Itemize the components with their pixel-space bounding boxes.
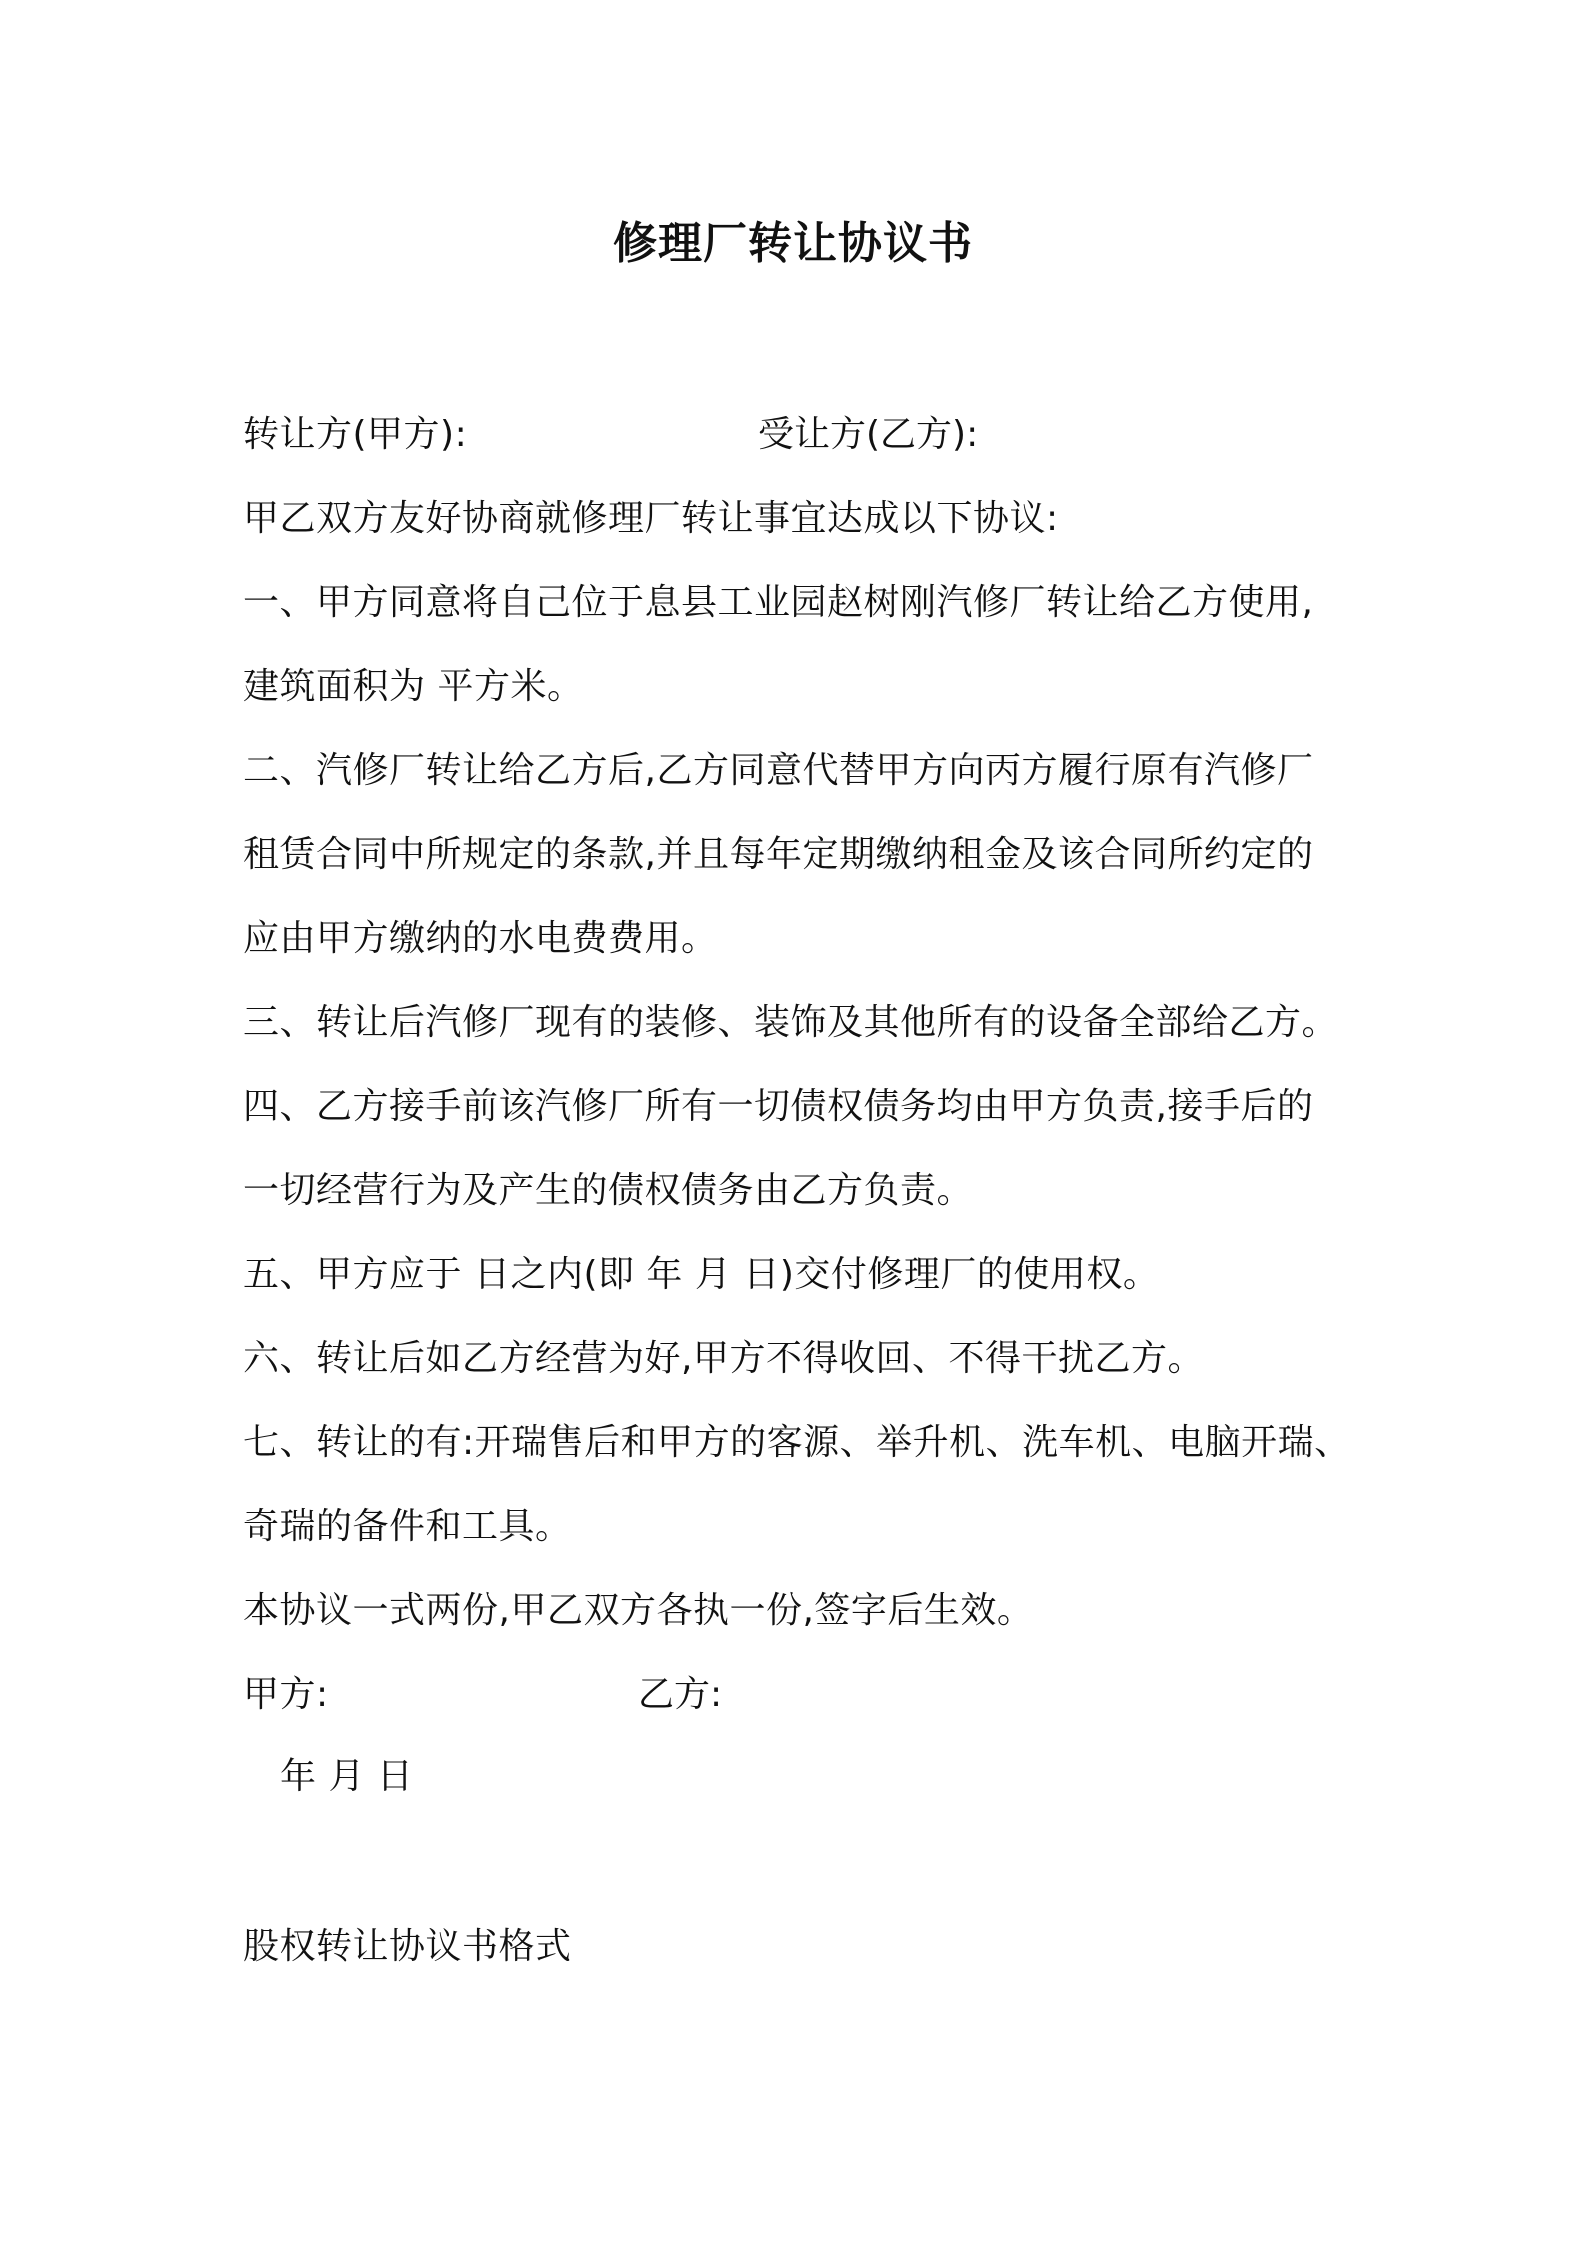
footer-heading: 股权转让协议书格式: [243, 1926, 572, 1967]
clause-line: 二、汽修厂转让给乙方后,乙方同意代替甲方向丙方履行原有汽修厂: [243, 750, 1314, 791]
intro-paragraph: 甲乙双方友好协商就修理厂转让事宜达成以下协议:: [243, 498, 1059, 539]
clause-line: 四、乙方接手前该汽修厂所有一切债权债务均由甲方负责,接手后的: [243, 1086, 1314, 1127]
closing-paragraph: 本协议一式两份,甲乙双方各执一份,签字后生效。: [243, 1590, 1034, 1631]
clause-line: 六、转让后如乙方经营为好,甲方不得收回、不得干扰乙方。: [243, 1338, 1204, 1379]
clause-line: 五、甲方应于 日之内(即 年 月 日)交付修理厂的使用权。: [243, 1254, 1160, 1295]
clause-line: 应由甲方缴纳的水电费费用。: [243, 918, 718, 959]
document-title: 修理厂转让协议书: [613, 218, 973, 269]
clause-line: 租赁合同中所规定的条款,并且每年定期缴纳租金及该合同所约定的: [243, 834, 1314, 875]
party-a-signature-label: 甲方:: [243, 1674, 329, 1715]
clause-line: 奇瑞的备件和工具。: [243, 1506, 572, 1547]
transferee-label: 受让方(乙方):: [758, 414, 979, 455]
clause-line: 三、转让后汽修厂现有的装修、装饰及其他所有的设备全部给乙方。: [243, 1002, 1339, 1043]
clause-line: 一切经营行为及产生的债权债务由乙方负责。: [243, 1170, 974, 1211]
party-b-signature-label: 乙方:: [638, 1674, 723, 1715]
clause-line: 建筑面积为 平方米。: [243, 666, 584, 707]
transferor-label: 转让方(甲方):: [243, 414, 468, 455]
clause-line: 一、甲方同意将自己位于息县工业园赵树刚汽修厂转让给乙方使用,: [243, 582, 1314, 623]
signature-date: 年 月 日: [280, 1756, 414, 1797]
clause-line: 七、转让的有:开瑞售后和甲方的客源、举升机、洗车机、电脑开瑞、: [243, 1422, 1351, 1463]
